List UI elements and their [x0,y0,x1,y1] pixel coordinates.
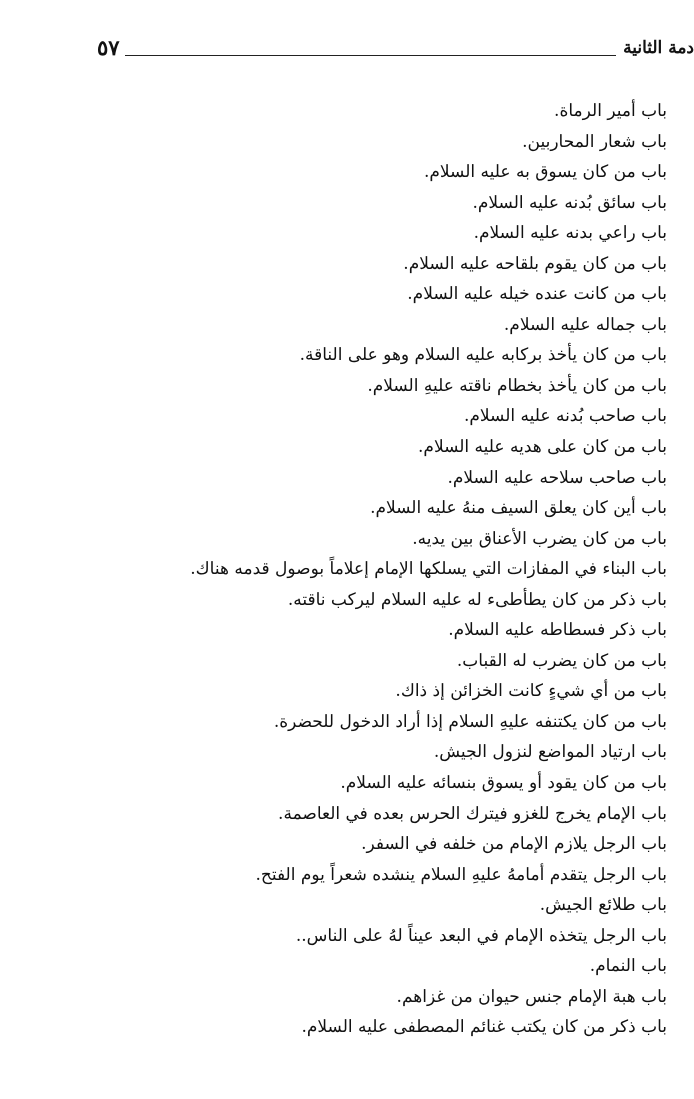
chapter-entry: باب من كان يأخذ بركابه عليه السلام وهو على الناقة. [299,345,667,366]
chapter-entry: باب من كان على هديه عليه السلام. [418,437,667,458]
chapter-entry: باب الإمام يخرج للغزو فيترك الحرس بعده في العاصمة. [278,803,667,824]
header-rule [125,55,616,56]
page-header [80,33,694,63]
chapter-entry: باب سائق بُدنه عليه السلام. [472,192,667,213]
chapter-entry: باب من كان يضرب الأعناق بين يديه. [412,528,667,549]
chapter-list [40,96,667,1043]
chapter-entry: باب ارتياد المواضع لنزول الجيش. [433,742,667,763]
chapter-entry: باب طلائع الجيش. [539,895,667,916]
chapter-entry: باب ذكر من كان يكتب غنائم المصطفى عليه السلام. [301,1017,667,1038]
chapter-entry: باب البناء في المفازات التي يسلكها الإمام إعلاماً بوصول قدمه هناك. [190,559,667,580]
chapter-entry: باب شعار المحاربين. [522,131,667,152]
chapter-entry: باب ذكر من كان يطأطىء له عليه السلام ليركب ناقته. [287,589,667,610]
chapter-entry: باب الرجل يتخذه الإمام في البعد عيناً لهُ على الناس.. [295,925,667,946]
chapter-entry: باب راعي بدنه عليه السلام. [473,223,667,244]
chapter-entry: باب أمير الرماة. [554,101,667,121]
chapter-entry: باب من أي شيءٍ كانت الخزائن إذ ذاك. [395,681,667,702]
chapter-entry: باب من كان يأخذ بخطام ناقته عليهِ السلام. [367,375,667,396]
chapter-entry: باب من كان يضرب له القباب. [456,650,667,671]
chapter-entry: باب من كانت عنده خيله عليه السلام. [407,284,667,305]
chapter-entry: باب صاحب بُدنه عليه السلام. [463,406,667,427]
chapter-entry: باب ذكر فسطاطه عليه السلام. [448,620,667,641]
chapter-entry: باب صاحب سلاحه عليه السلام. [447,467,667,488]
chapter-entry: باب جماله عليه السلام. [503,314,667,335]
chapter-entry: باب أين كان يعلق السيف منهُ عليه السلام. [370,498,667,519]
chapter-entry: باب النمام. [589,956,667,977]
chapter-entry: باب من كان يسوق به عليه السلام. [423,162,667,183]
chapter-entry: باب هبة الإمام جنس حيوان من غزاهم. [396,986,667,1007]
chapter-entry: باب الرجل يلازم الإمام من خلفه في السفر. [361,834,667,855]
running-title: دمة الثانية [623,38,694,58]
chapter-entry: باب الرجل يتقدم أمامهُ عليهِ السلام ينشده شعراً يوم الفتح. [255,864,667,885]
chapter-entry: باب من كان يقود أو يسوق بنسائه عليه السلام. [340,773,667,794]
chapter-entry: باب من كان يكتنفه عليهِ السلام إذا أراد الدخول للحضرة. [273,711,667,732]
chapter-entry: باب من كان يقوم بلقاحه عليه السلام. [403,253,667,274]
page-number: ٥٧ [97,35,120,60]
